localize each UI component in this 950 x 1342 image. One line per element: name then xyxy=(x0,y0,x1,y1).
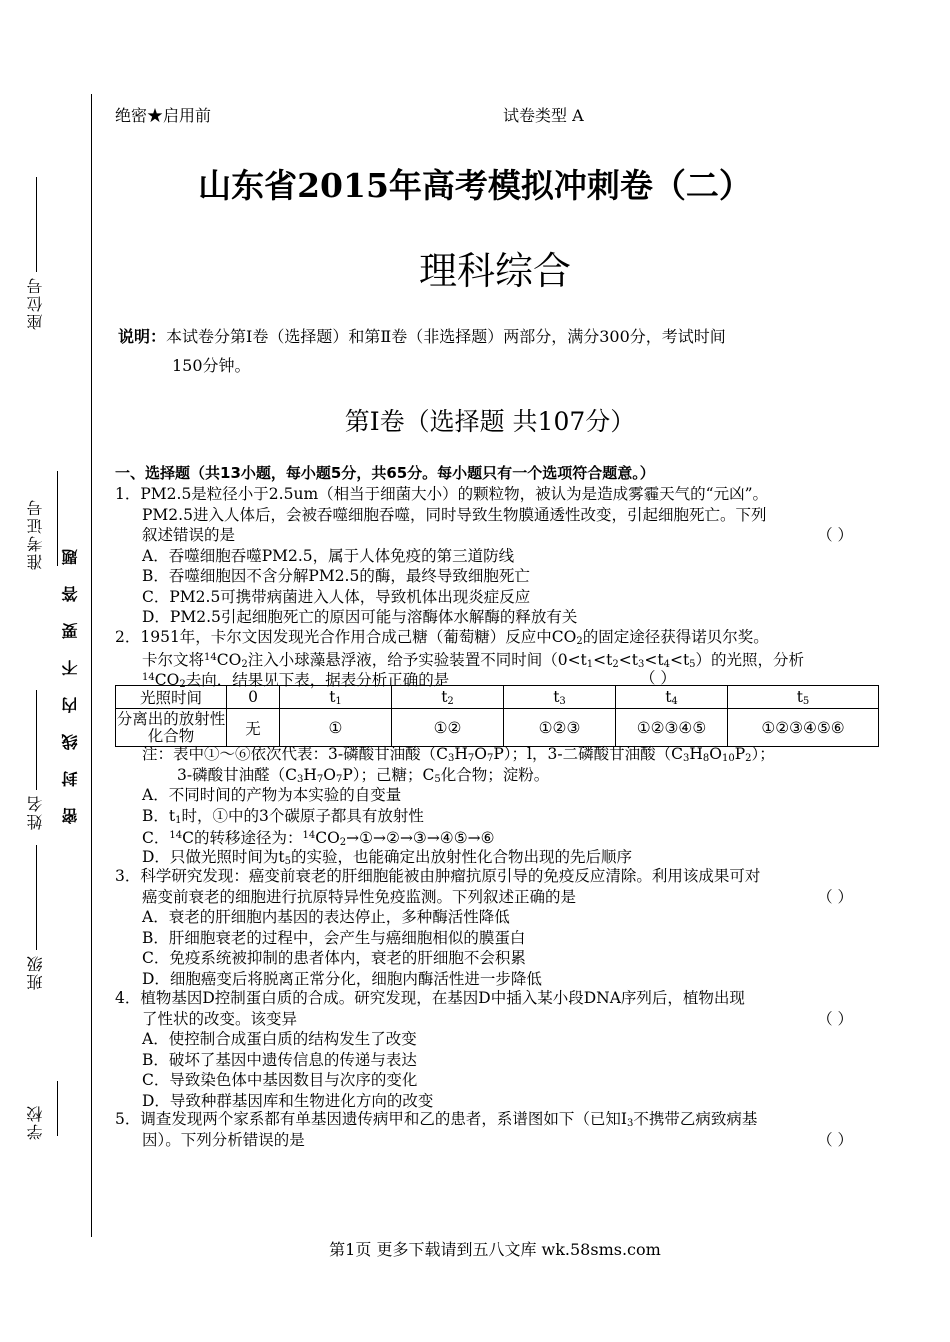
n2a: 3-磷酸甘油醛（C xyxy=(177,765,297,784)
class-label: 班级 xyxy=(26,954,45,990)
q2-note-2 xyxy=(115,765,885,786)
q1-line-1: 1．PM2.5是粒径小于2.5um（相当于细菌大小）的颗粒物，被认为是造成雾霾天气的“元凶”。 xyxy=(115,485,768,503)
n1c: O xyxy=(474,745,487,763)
n1-sub: 7 xyxy=(486,753,494,764)
q2-l2f: <t xyxy=(644,650,664,669)
t-label: t xyxy=(553,687,560,706)
table-cell xyxy=(280,686,392,709)
q3-line-1: 3．科学研究发现：癌变前衰老的肝细胞能被由肿瘤抗原引导的免疫反应清除。利用该成果可对 xyxy=(115,867,761,885)
table-cell: ①② xyxy=(392,709,504,747)
q2-da: D．只做光照时间为t xyxy=(142,847,285,866)
n2c: O xyxy=(323,765,336,784)
name-underline xyxy=(35,690,37,790)
q2-l2g: <t xyxy=(669,650,690,669)
question-4 xyxy=(115,988,885,1111)
q2-d-sub: 5 xyxy=(284,855,292,867)
q2-t4-sub: 4 xyxy=(663,658,670,670)
section-heading: 一、选择题（共13小题，每小题5分，共65分。每小题只有一个选项符合题意。） xyxy=(115,464,655,482)
table-row xyxy=(116,686,879,709)
n2e: 化合物；淀粉。 xyxy=(440,765,550,784)
q5-answer-paren: （ ） xyxy=(817,1130,853,1149)
q1-line-3 xyxy=(115,525,885,546)
note-text: 本试卷分第Ⅰ卷（选择题）和第Ⅱ卷（非选择题）两部分，满分300分，考试时间 xyxy=(166,327,726,346)
exam-no-label: 准考证号 xyxy=(26,498,45,570)
n1-sub: 8 xyxy=(702,753,710,764)
n2-sub: 7 xyxy=(335,773,343,785)
q2-l3b: 去向．结果见下表，据表分析正确的是 xyxy=(185,671,450,689)
q3-line-2-text: 癌变前衰老的细胞进行抗原特异性免疫监测。下列叙述正确的是 xyxy=(142,887,577,906)
note-text-2: 150分钟。 xyxy=(172,356,251,375)
n1-sub: 7 xyxy=(467,753,475,764)
part-title: 第Ⅰ卷（选择题 共107分） xyxy=(344,407,636,436)
t-label: t xyxy=(665,687,672,706)
n1g: P xyxy=(734,745,746,763)
q2-line-1 xyxy=(115,627,885,648)
table-cell: ①②③ xyxy=(504,709,616,747)
q2-option-c xyxy=(115,826,885,847)
q2-l3-sup: 14 xyxy=(142,672,155,683)
table-cell xyxy=(728,686,879,709)
class-field xyxy=(24,840,47,990)
q3-option-b: B．肝细胞衰老的过程中，会产生与癌细胞相似的膜蛋白 xyxy=(142,928,526,947)
subject-title: 理科综合 xyxy=(418,249,571,293)
n1e: H xyxy=(689,745,703,763)
q2-c-sup: 14 xyxy=(169,830,183,841)
table-cell: 无 xyxy=(227,709,280,747)
t-sub: 2 xyxy=(447,695,454,707)
q4-line-1: 4．植物基因D控制蛋白质的合成。研究发现，在基因D中插入某小段DNA序列后，植物出现 xyxy=(115,989,745,1007)
q2-l3-sub: 2 xyxy=(179,679,186,690)
school-label: 学校 xyxy=(26,1104,45,1140)
q2-l1b: 的固定途径获得诺贝尔奖。 xyxy=(582,628,769,646)
q4-option-b: B．破坏了基因中遗传信息的传递与表达 xyxy=(142,1050,417,1069)
note-label: 说明： xyxy=(118,327,167,346)
n1d: P）；l，3-二磷酸甘油酸（C xyxy=(493,745,683,763)
q5-sub: 3 xyxy=(627,1118,634,1129)
secret-label: 绝密★启用前 xyxy=(115,106,212,125)
n1h: ）； xyxy=(751,745,775,763)
q4-option-d: D．导致种群基因库和生物进化方向的改变 xyxy=(142,1091,434,1110)
q1-option-d: D．PM2.5引起细胞死亡的原因可能与溶酶体水解酶的释放有关 xyxy=(142,608,578,626)
q4-answer-paren: （ ） xyxy=(817,1009,853,1028)
q2-t3-sub: 3 xyxy=(637,658,645,670)
page-footer: 第1页 更多下载请到五八文库 wk.58sms.com xyxy=(329,1240,661,1259)
n2-sub: 3 xyxy=(296,773,304,785)
school-underline xyxy=(56,1081,58,1136)
table-cell: 光照时间 xyxy=(116,686,227,709)
q2-answer-paren: （ ） xyxy=(640,669,676,687)
instructions xyxy=(118,322,880,380)
q2-b-sub: 1 xyxy=(175,814,182,826)
q5-line-1 xyxy=(115,1109,885,1130)
q2-ca: C． xyxy=(142,829,170,847)
q4-line-2-text: 了性状的改变。该变异 xyxy=(142,1009,298,1028)
q4-line-2 xyxy=(115,1009,885,1030)
school-field xyxy=(24,1050,66,1140)
q2-l1-sub: 2 xyxy=(576,636,583,647)
q1-option-a: A．吞噬细胞吞噬PM2.5，属于人体免疫的第三道防线 xyxy=(142,546,515,565)
seat-label: 座位号 xyxy=(26,276,45,330)
page-title: 山东省2015年高考模拟冲刺卷（二） xyxy=(198,166,752,205)
table-row xyxy=(116,709,879,747)
q2-option-a: A．不同时间的产物为本实验的自变量 xyxy=(142,786,402,804)
q2-t5-sub: 5 xyxy=(689,658,696,670)
table-cell: 分离出的放射性化合物 xyxy=(116,709,226,745)
t-sub: 5 xyxy=(802,695,810,707)
q3-line-2 xyxy=(115,887,885,908)
q5-line-2-text: 因）。下列分析错误的是 xyxy=(142,1130,305,1149)
q2-ba: B．t xyxy=(142,806,176,825)
q1-line-2: PM2.5进入人体后，会被吞噬细胞吞噬，同时导致生物膜通透性改变，引起细胞死亡。下列 xyxy=(142,505,767,524)
t-label: t xyxy=(796,687,803,706)
n1a: 注：表中①～⑥依次代表：3-磷酸甘油酸（C xyxy=(142,745,448,763)
q5-l1a: 5．调查发现两个家系都有单基因遗传病甲和乙的患者，系谱图如下（已知I xyxy=(115,1110,627,1128)
n1-sub: 3 xyxy=(682,753,690,764)
q2-note-1 xyxy=(115,744,885,765)
class-underline xyxy=(35,845,37,950)
q2-l3a: CO xyxy=(154,671,180,689)
q2-l1a: 2．1951年，卡尔文因发现光合作用合成己糖（葡萄糖）反应中CO xyxy=(115,628,577,646)
q2-bb: 时，①中的3个碳原子都具有放射性 xyxy=(181,806,424,825)
n2d: P）；己糖；C xyxy=(342,765,435,784)
q3-answer-paren: （ ） xyxy=(817,887,853,906)
question-3 xyxy=(115,866,885,989)
n2-sub: 5 xyxy=(434,773,441,785)
q2-l2-sub2: 2 xyxy=(241,658,248,670)
q2-cb: C的转移途径为： xyxy=(182,829,303,847)
q2-l2-sup: 14 xyxy=(204,651,217,663)
q2-t2-sub: 2 xyxy=(612,658,619,670)
q5-line-2 xyxy=(115,1130,885,1151)
table-cell xyxy=(616,686,728,709)
table-cell xyxy=(392,686,504,709)
table-cell: ① xyxy=(280,709,392,747)
q1-line-3-text: 叙述错误的是 xyxy=(142,526,236,544)
q3-option-a: A．衰老的肝细胞内基因的表达停止，多种酶活性降低 xyxy=(142,908,510,926)
t-sub: 4 xyxy=(671,695,678,707)
question-5 xyxy=(115,1109,885,1150)
q2-l2b: CO xyxy=(216,650,242,669)
q4-option-a: A．使控制合成蛋白质的结构发生了改变 xyxy=(142,1030,417,1048)
name-field xyxy=(24,660,47,830)
question-1 xyxy=(115,484,885,628)
q4-option-c: C．导致染色体中基因数目与次序的变化 xyxy=(142,1071,418,1089)
n2-sub: 7 xyxy=(316,773,324,785)
q2-l2e: <t xyxy=(618,650,638,669)
table-cell: 0 xyxy=(227,686,280,709)
q2-c-sup2: 14 xyxy=(302,830,316,841)
q2-l2a: 卡尔文将 xyxy=(142,650,205,669)
paper-type: 试卷类型 A xyxy=(503,106,584,125)
q2-cc: CO xyxy=(315,829,340,847)
t-label: t xyxy=(441,687,448,706)
n1-sub: 2 xyxy=(745,753,752,764)
q1-answer-paren: （ ） xyxy=(817,526,853,544)
seal-text: 密封线内不要答题 xyxy=(61,528,80,824)
table-cell: ①②③④⑤⑥ xyxy=(728,709,879,747)
n2b: H xyxy=(303,765,317,784)
q2-cd: →①→②→③→④⑤→⑥ xyxy=(346,829,495,847)
n1f: O xyxy=(709,745,722,763)
question-2-cont xyxy=(115,744,885,867)
q1-option-c: C．PM2.5可携带病菌进入人体，导致机体出现炎症反应 xyxy=(142,587,531,606)
n1-sub: 3 xyxy=(447,753,455,764)
q2-option-d xyxy=(115,847,885,868)
light-time-table xyxy=(115,685,879,747)
t-sub: 3 xyxy=(559,695,566,707)
q2-db: 的实验，也能确定出放射性化合物出现的先后顺序 xyxy=(291,847,633,866)
t-label: t xyxy=(329,687,336,706)
q2-l2c: 注入小球藻悬浮液，给予实验装置不同时间（0<t xyxy=(247,650,587,669)
question-2 xyxy=(115,627,885,689)
q5-l1b: 不携带乙病致病基 xyxy=(633,1110,758,1128)
q2-l2h: ）的光照，分析 xyxy=(695,650,805,669)
q2-c-sub: 2 xyxy=(339,837,347,848)
n1b: H xyxy=(454,745,468,763)
t-sub: 1 xyxy=(335,695,342,707)
q1-option-b: B．吞噬细胞因不含分解PM2.5的酶，最终导致细胞死亡 xyxy=(142,567,530,585)
q2-line-2 xyxy=(115,648,885,669)
q3-option-c: C．免疫系统被抑制的患者体内，衰老的肝细胞不会积累 xyxy=(142,949,526,967)
n1-sub: 10 xyxy=(721,753,735,764)
table-cell: ①②③④⑤ xyxy=(616,709,728,747)
q3-option-d: D．细胞癌变后将脱离正常分化，细胞内酶活性进一步降低 xyxy=(142,969,542,988)
q2-t1-sub: 1 xyxy=(586,658,594,670)
table-cell xyxy=(504,686,616,709)
q2-option-b xyxy=(115,806,885,827)
q2-l2d: <t xyxy=(593,650,613,669)
name-label: 姓名 xyxy=(26,794,45,830)
exam-no-underline xyxy=(56,471,58,566)
